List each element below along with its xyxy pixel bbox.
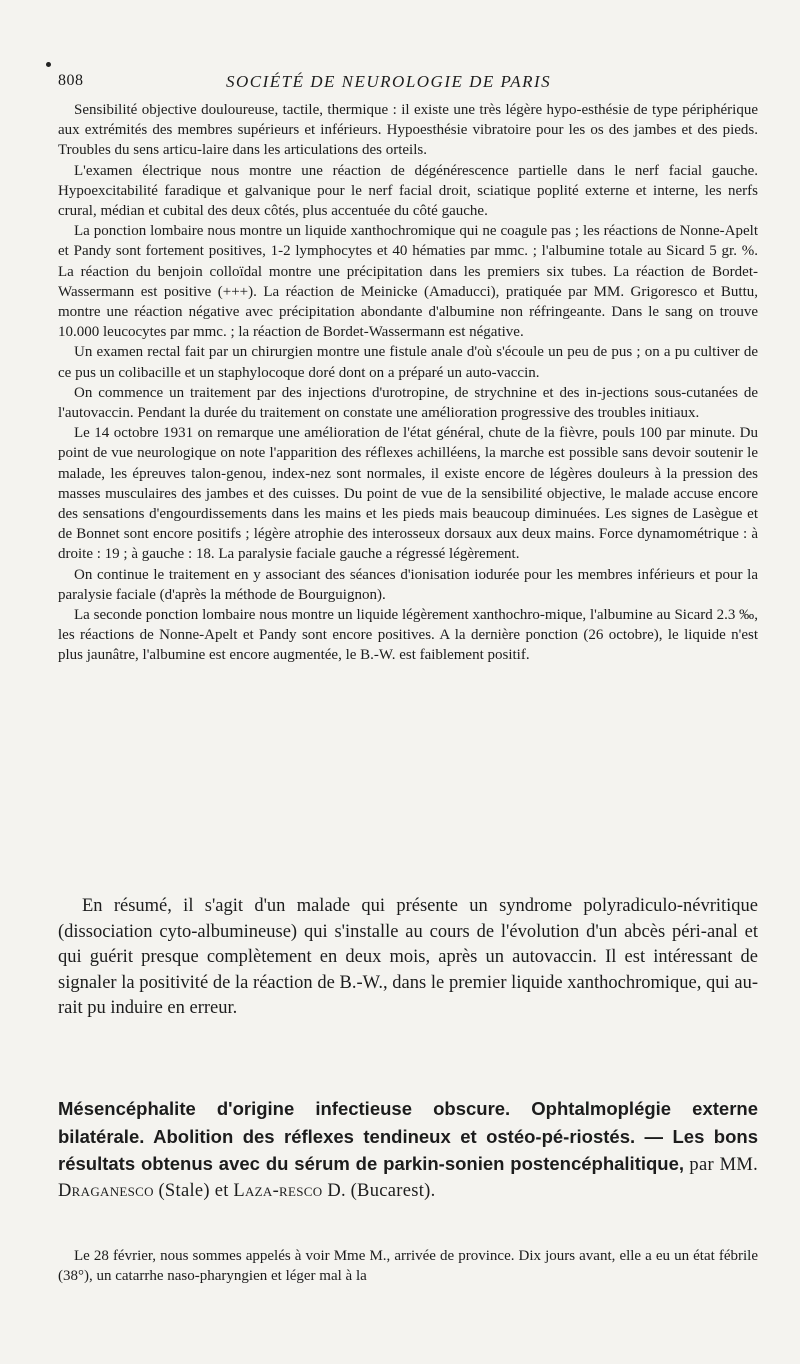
author-affiliation-1: (Stale) et (158, 1180, 229, 1201)
running-title: SOCIÉTÉ DE NEUROLOGIE DE PARIS (226, 72, 552, 91)
author-affiliation-2: (Bucarest). (350, 1180, 436, 1201)
paragraph-rectal-exam: Un examen rectal fait par un chirurgien montre une fistule anale d'où s'écoule un peu de pus ; on a pu cultiver de ce pus un colibacille et un staphylocoque doré dont on a préparé un auto-vaccin. (58, 344, 758, 381)
margin-dot (46, 62, 51, 67)
paragraph-second-puncture: La seconde ponction lombaire nous montre un liquide légèrement xanthochro-mique, l'albumine au Sicard 2.3 ‰, les réactions de Nonne-Apelt et Pandy sont encore positives. A la dernière ponction (26 octobre), le liquide n'est plus jaunâtre, l'albumine est encore augmentée, le B.-W. est faiblement positif. (58, 607, 758, 664)
paragraph-continued-treatment: On continue le traitement en y associant des séances d'ionisation iodurée pour les membres inférieurs et pour la paralysie faciale (d'après la méthode de Bourguignon). (58, 566, 758, 603)
paragraph-sensibility: Sensibilité objective douloureuse, tactile, thermique : il existe une très légère hypo-esthésie de type périphérique aux extrémités des membres supérieurs et inférieurs. Hypoesthésie vibratoire pour les os des jambes et des pieds. Troubles du sens articu-laire dans les articulations des orteils. (58, 102, 758, 159)
article-title: Mésencéphalite d'origine infectieuse obscure. Ophtalmoplégie externe bilatérale. Abolition des réflexes tendineux et ostéo-pé-riostés. — Les bons résultats obtenus avec du sérum de parkin-sonien postencéphalitique, (58, 1098, 758, 1175)
summary-paragraph: En résumé, il s'agit d'un malade qui présente un syndrome polyradiculo-névritique (dissociation cyto-albumineuse) qui s'installe au cours de l'évolution d'un abcès péri-anal et qui guérit presque complètement en deux mois, après un autovaccin. Il est intéressant de signaler la positivité de la réaction de B.-W., dans le premier liquide xanthochromique, qui au-rait pu induire en erreur. (58, 896, 758, 1019)
article-first-paragraph: Le 28 février, nous sommes appelés à voir Mme M., arrivée de province. Dix jours avant, elle a eu un état fébrile (38°), un catarrhe naso-pharyngien et léger mal à la (58, 1248, 758, 1285)
paragraph-october-progress: Le 14 octobre 1931 on remarque une amélioration de l'état général, chute de la fièvre, pouls 100 par minute. Du point de vue neurologique on note l'apparition des réflexes achilléens, la marche est possible sans devoir soutenir le malade, les épreuves talon-genou, index-nez sont normales, il existe encore de légères douleurs à la pression des masses musculaires des jambes et des cuisses. Du point de vue de la sensibilité objective, le malade accuse encore des sensations d'engourdissements dans les mains et les pieds mais beaucoup diminuées. Les signes de Lasègue et de Bonnet sont encore positifs ; légère atrophie des interosseux dorsaux aux deux mains. Force dynamométrique : à droite : 19 ; à gauche : 18. La paralysie faciale gauche a régressé légèrement. (58, 425, 758, 563)
paragraph-treatment: On commence un traitement par des injections d'urotropine, de strychnine et des in-jections sous-cutanées de l'autovaccin. Pendant la durée du traitement on constate une amélioration progressive des troubles initiaux. (58, 384, 758, 422)
page-header (58, 72, 758, 94)
article-heading (58, 1096, 758, 1204)
author-name-2: Laza-resco D. (233, 1180, 346, 1201)
paragraph-electrical-exam: L'examen électrique nous montre une réaction de dégénérescence partielle dans le nerf facial gauche. Hypoexcitabilité faradique et galvanique pour le nerf facial droit, sciatique poplité externe et interne, les nerfs crural, médian et cubital des deux côtés, plus accentuée du côté gauche. (58, 162, 758, 220)
author-name-1: Draganesco (58, 1180, 154, 1201)
page-number: 808 (58, 72, 84, 89)
authors-prefix: par MM. (689, 1155, 758, 1176)
paragraph-lumbar-puncture: La ponction lombaire nous montre un liquide xanthochromique qui ne coagule pas ; les réactions de Nonne-Apelt et Pandy sont fortement positives, 1-2 lymphocytes et 40 hématies par mmc. ; l'albumine totale au Sicard 5 gr. %. La réaction du benjoin colloïdal montre une précipitation dans les premiers six tubes. La réaction de Bordet-Wassermann est positive (+++). La réaction de Meinicke (Amaducci), pratiquée par MM. Grigoresco et Buttu, montre une réaction négative avec précipitation abondante d'albumine non réfringeante. Dans le sang on trouve 10.000 leucocytes par mmc. ; la réaction de Bordet-Wassermann est négative. (58, 223, 758, 341)
case-report-body (58, 100, 758, 666)
